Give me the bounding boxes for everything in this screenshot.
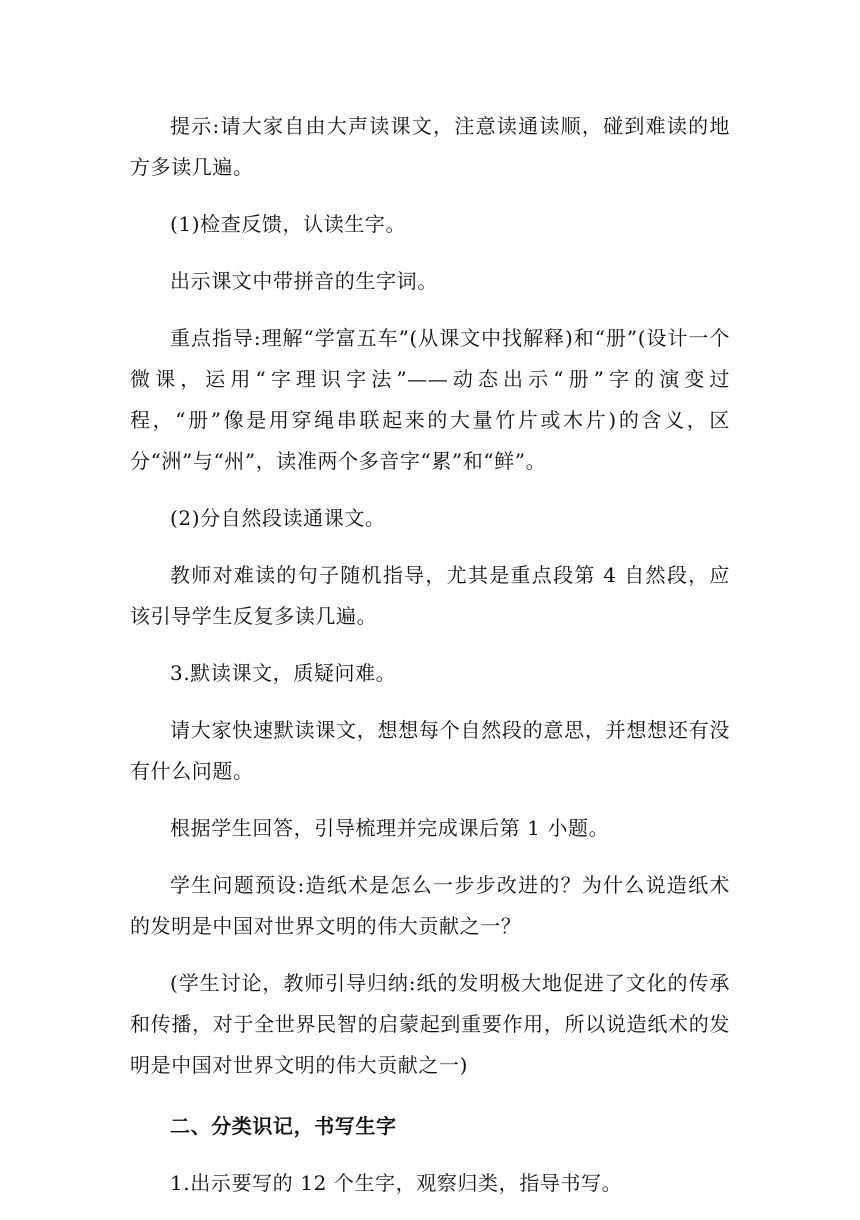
paragraph-read-by-section: (2)分自然段读通课文。: [170, 506, 386, 530]
section-heading: 二、分类识记，书写生字: [170, 1114, 397, 1138]
paragraph-quick-reading: 请大家快速默读课文，想想每个自然段的意思，并想想还有没有什么问题。: [130, 718, 730, 783]
paragraph-question-preset: 学生问题预设:造纸术是怎么一步步改进的？为什么说造纸术的发明是中国对世界文明的伟大贡献之一？: [130, 873, 730, 938]
paragraph-show-words: 出示课文中带拼音的生字词。: [170, 269, 438, 293]
paragraph-reading-tip: 提示:请大家自由大声读课文，注意读通读顺，碰到难读的地方多读几遍。: [130, 114, 730, 179]
paragraph-student-answers: 根据学生回答，引导梳理并完成课后第 1 小题。: [170, 816, 610, 840]
paragraph-write-characters: 1.出示要写的 12 个生字，观察归类，指导书写。: [170, 1171, 623, 1195]
paragraph-discussion: (学生讨论，教师引导归纳:纸的发明极大地促进了文化的传承和传播，对于全世界民智的启蒙起到重要作用，所以说造纸术的发明是中国对世界文明的伟大贡献之一): [130, 971, 730, 1077]
document-page: [130, 106, 730, 1220]
paragraph-check-feedback: (1)检查反馈，认读生字。: [170, 212, 407, 236]
paragraph-teacher-guidance: 教师对难读的句子随机指导，尤其是重点段第 4 自然段，应该引导学生反复多读几遍。: [130, 563, 730, 628]
paragraph-key-guidance: 重点指导:理解“学富五车”(从课文中找解释)和“册”(设计一个微课，运用“字理识字法”——动态出示“册”字的演变过程，“册”像是用穿绳串联起来的大量竹片或木片)的含义，区分“洲”与“州”，读准两个多音字“累”和“鲜”。: [130, 326, 730, 473]
paragraph-silent-reading: 3.默读课文，质疑问难。: [170, 661, 397, 685]
